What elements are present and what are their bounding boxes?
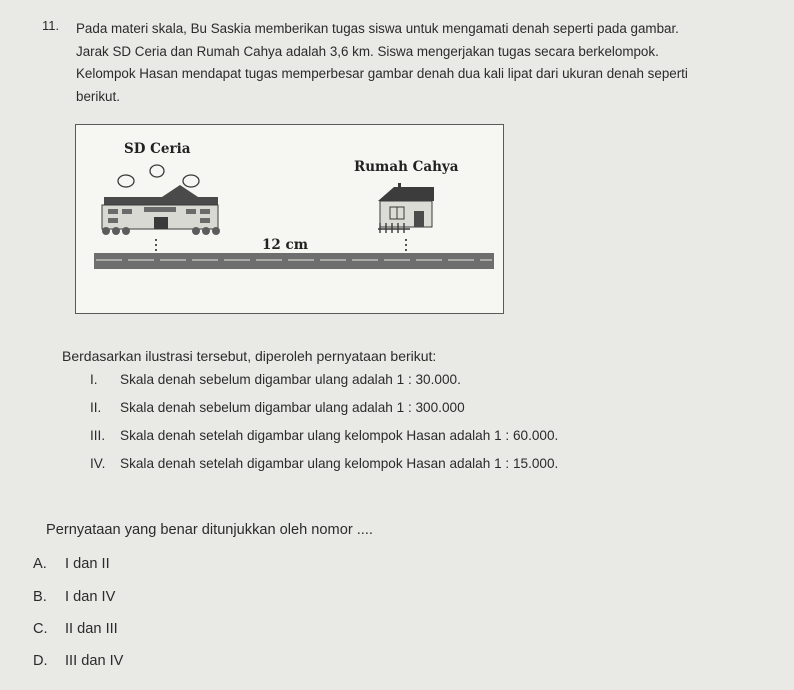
option-text: II dan III	[65, 621, 118, 637]
map-drawing	[76, 125, 503, 313]
statement-number: II.	[90, 400, 102, 415]
option-letter: B.	[33, 589, 47, 605]
school-building-icon	[102, 185, 220, 235]
distance-marker	[156, 239, 406, 251]
option-c[interactable]	[33, 621, 118, 637]
option-text: III dan IV	[65, 653, 124, 669]
stem-line: Pada materi skala, Bu Saskia memberikan tugas siswa untuk mengamati denah seperti pada gambar.	[76, 21, 679, 36]
statement-text: Skala denah setelah digambar ulang kelompok Hasan adalah 1 : 15.000.	[120, 456, 559, 471]
option-letter: D.	[33, 653, 48, 669]
house-building-icon	[378, 183, 434, 233]
statement-text: Skala denah sebelum digambar ulang adalah 1 : 300.000	[120, 400, 465, 415]
statements-intro: Berdasarkan ilustrasi tersebut, diperoleh pernyataan berikut:	[62, 348, 437, 364]
map-figure	[75, 124, 504, 314]
stem-line: Jarak SD Ceria dan Rumah Cahya adalah 3,6 km. Siswa mengerjakan tugas secara berkelompok.	[76, 43, 659, 59]
statement-number: IV.	[90, 456, 106, 471]
stem-line: berikut.	[76, 88, 120, 104]
statement-number: III.	[90, 428, 106, 443]
distance-label: 12 cm	[262, 237, 308, 253]
stem-line: Kelompok Hasan mendapat tugas memperbesar gambar denah dua kali lipat dari ukuran denah seperti	[76, 66, 688, 81]
question-prompt: Pernyataan yang benar ditunjukkan oleh nomor ....	[46, 522, 373, 538]
statement-text: Skala denah setelah digambar ulang kelompok Hasan adalah 1 : 60.000.	[120, 428, 559, 443]
statement-text: Skala denah sebelum digambar ulang adalah 1 : 30.000.	[120, 372, 461, 387]
option-d[interactable]	[33, 653, 123, 669]
question-number: 11.	[42, 18, 60, 33]
house-label: Rumah Cahya	[354, 159, 459, 175]
question-stem	[76, 18, 784, 108]
option-text: I dan IV	[65, 589, 116, 605]
option-a[interactable]	[33, 556, 110, 572]
option-letter: A.	[33, 556, 47, 572]
option-b[interactable]	[33, 589, 115, 605]
statement-number: I.	[90, 372, 98, 387]
school-label: SD Ceria	[124, 141, 191, 157]
road-icon	[94, 253, 494, 269]
option-letter: C.	[33, 621, 48, 637]
option-text: I dan II	[65, 556, 110, 572]
cloud-icon	[118, 165, 199, 187]
